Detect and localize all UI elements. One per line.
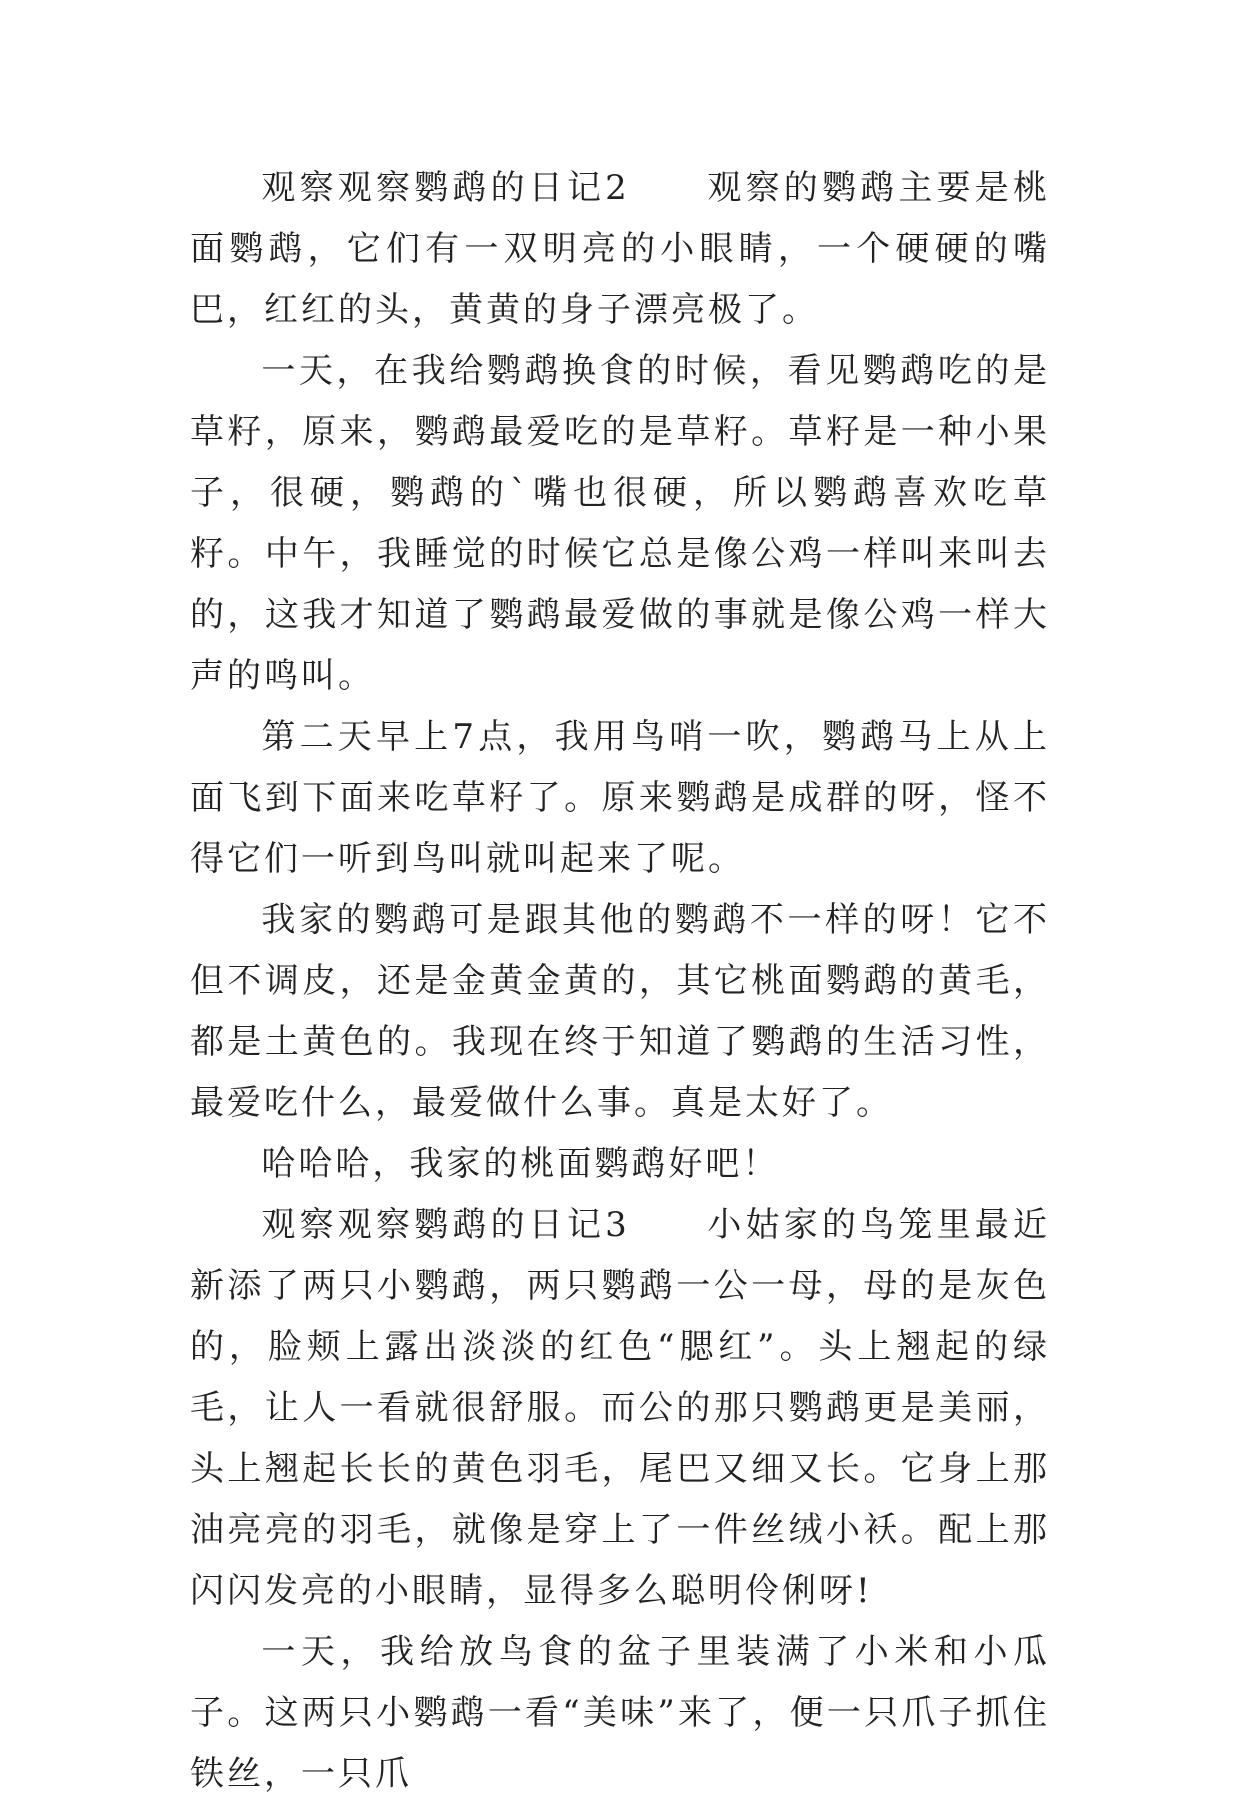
- paragraph-diary-3-intro: 观察观察鹦鹉的日记3 小姑家的鸟笼里最近新添了两只小鹦鹉，两只鹦鹉一公一母，母的是灰色的，脸颊上露出淡淡的红色“腮红”。头上翘起的绿毛，让人一看就很舒服。而公的那只鹦鹉更是美丽，头上翘起长长的黄色羽毛，尾巴又细又长。它身上那油亮亮的羽毛，就像是穿上了一件丝绒小袄。配上那闪闪发亮的小眼睛，显得多么聪明伶俐呀!: [190, 1205, 1050, 1611]
- paragraph-morning: 第二天早上7点，我用鸟哨一吹，鹦鹉马上从上面飞到下面来吃草籽了。原来鹦鹉是成群的呀，怪不得它们一听到鸟叫就叫起来了呢。: [190, 717, 1050, 879]
- paragraph-feeding: 一天，在我给鹦鹉换食的时候，看见鹦鹉吃的是草籽，原来，鹦鹉最爱吃的是草籽。草籽是一种小果子，很硬，鹦鹉的`嘴也很硬，所以鹦鹉喜欢吃草籽。中午，我睡觉的时候它总是像公鸡一样叫来叫去的，这我才知道了鹦鹉最爱做的事就是像公鸡一样大声的鸣叫。: [190, 351, 1050, 696]
- paragraph-my-parrot: 我家的鹦鹉可是跟其他的鹦鹉不一样的呀！它不但不调皮，还是金黄金黄的，其它桃面鹦鹉的黄毛，都是土黄色的。我现在终于知道了鹦鹉的生活习性，最爱吃什么，最爱做什么事。真是太好了。: [190, 900, 1050, 1123]
- paragraph-exclamation: 哈哈哈，我家的桃面鹦鹉好吧！: [261, 1144, 780, 1184]
- document-body: [190, 158, 1050, 1805]
- paragraph-diary-2-intro: 观察观察鹦鹉的日记2 观察的鹦鹉主要是桃面鹦鹉，它们有一双明亮的小眼睛，一个硬硬的嘴巴，红红的头，黄黄的身子漂亮极了。: [190, 168, 1050, 330]
- paragraph-feeding-day: 一天，我给放鸟食的盆子里装满了小米和小瓜子。这两只小鹦鹉一看“美味”来了，便一只爪子抓住铁丝，一只爪: [190, 1632, 1050, 1794]
